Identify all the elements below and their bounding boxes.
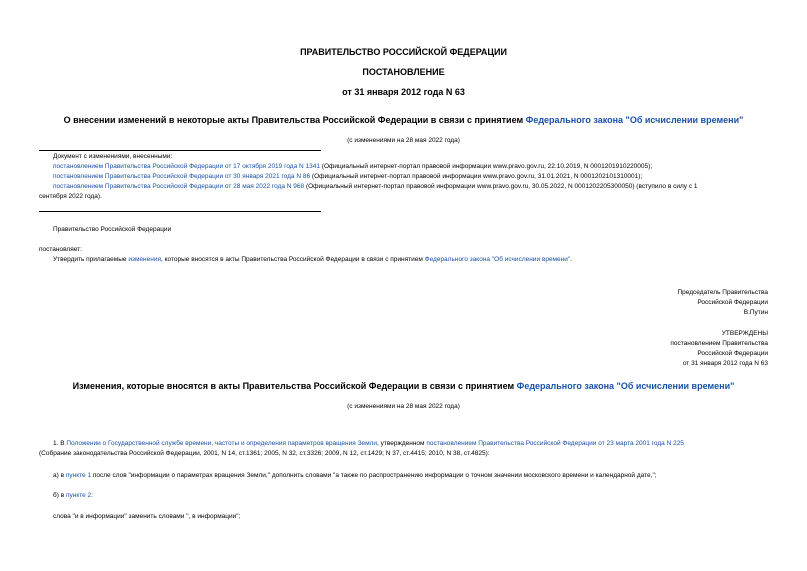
federal-law-link[interactable]: Федерального закона "Об исчислении времени": [516, 381, 735, 391]
approved-country: Российской Федерации: [697, 350, 768, 357]
approve-text: , которые вносятся в акты Правительства Российской Федерации в связи с принятием: [161, 256, 425, 263]
change-item: [53, 182, 773, 192]
subitem-b: [53, 491, 93, 501]
federal-law-link[interactable]: Федерального закона "Об исчислении времени": [525, 115, 744, 125]
change-link[interactable]: постановлением Правительства Российской Федерации от 30 января 2021 года N 86: [53, 173, 311, 180]
federal-law-link[interactable]: Федерального закона "Об исчислении времени": [424, 256, 571, 263]
change-link[interactable]: постановлением Правительства Российской Федерации от 28 мая 2022 года N 968: [53, 183, 305, 190]
resolution-link[interactable]: постановлением Правительства Российской Федерации от 23 марта 2001 года N 225: [426, 440, 684, 447]
change-item: [53, 172, 773, 182]
changes-link[interactable]: изменения: [128, 256, 161, 263]
approved-by: постановлением Правительства: [670, 340, 768, 347]
signature-title: Председатель Правительства: [677, 289, 768, 296]
approved-date: от 31 января 2012 года N 63: [682, 360, 768, 367]
changes-intro: Документ с изменениями, внесенными:: [53, 153, 173, 160]
change-link[interactable]: постановлением Правительства Российской Федерации от 17 октября 2019 года N 1341: [53, 163, 320, 170]
approved-block: [670, 329, 768, 369]
item-text: , утвержденном: [377, 440, 427, 447]
document-title-text: О внесении изменений в некоторые акты Правительства Российской Федерации в связи с принятием: [63, 115, 526, 125]
subitem-text: :: [91, 492, 93, 499]
words-replacement: слова "и в информации" заменить словами ", в информации";: [53, 513, 241, 520]
change-source: (Официальный интернет-портал правовой информации www.pravo.gov.ru, 31.01.2021, N 0001202101310001);: [310, 173, 643, 180]
item-text: 1. В: [53, 440, 67, 447]
document-title: [0, 115, 807, 125]
doc-type-heading: ПОСТАНОВЛЕНИЕ: [362, 67, 445, 77]
doc-date-number: от 31 января 2012 года N 63: [342, 87, 465, 97]
government-line: Правительство Российской Федерации: [53, 226, 172, 233]
regulation-link[interactable]: Положении о Государственной службе времени, частоты и определения параметров вращения Земли: [66, 440, 378, 447]
divider-top: [39, 150, 321, 151]
section-revision-note: (с изменениями на 28 мая 2022 года): [347, 403, 460, 410]
revision-note: (с изменениями на 28 мая 2022 года): [347, 137, 460, 144]
change-source: (Официальный интернет-портал правовой информации www.pravo.gov.ru, 30.05.2022, N 0001202205300050) (вступило в силу с 1: [304, 183, 698, 190]
signature-block: [677, 288, 768, 318]
change-item: [53, 162, 773, 172]
change-source: (Официальный интернет-портал правовой информации www.pravo.gov.ru, 22.10.2019, N 0001201910220005);: [319, 163, 653, 170]
item-1: [53, 439, 793, 449]
approve-text: Утвердить прилагаемые: [53, 256, 129, 263]
divider-bottom: [39, 211, 321, 212]
section-title-text: Изменения, которые вносятся в акты Правительства Российской Федерации в связи с принятием: [72, 381, 517, 391]
decides-line: постановляет:: [39, 246, 82, 253]
changes-block: [53, 152, 773, 192]
clause-1-link[interactable]: пункте 1: [65, 472, 92, 479]
org-heading: ПРАВИТЕЛЬСТВО РОССИЙСКОЙ ФЕДЕРАЦИИ: [300, 47, 507, 57]
subitem-text: а) в: [53, 472, 66, 479]
section-title: [0, 381, 807, 391]
signature-name: В.Путин: [743, 309, 768, 316]
item-1-continuation: (Собрание законодательства Российской Федерации, 2001, N 14, ст.1361; 2005, N 32, ст.3326; 2009, N 12, ст.1429; N 37, ст.4415; 2010, N 38, ст.4825):: [39, 450, 490, 457]
approve-text: .: [570, 256, 572, 263]
approve-paragraph: [53, 255, 793, 265]
subitem-text: после слов "информации о параметрах вращения Земли," дополнить словами "а также по распространению информации о точном значении московского времени и календарной дате,";: [91, 472, 657, 479]
subitem-text: б) в: [53, 492, 66, 499]
approved-title: УТВЕРЖДЕНЫ: [721, 330, 768, 337]
signature-country: Российской Федерации: [697, 299, 768, 306]
clause-2-link[interactable]: пункте 2: [65, 492, 92, 499]
change-item-continuation: сентября 2022 года).: [39, 193, 102, 200]
subitem-a: [53, 471, 793, 481]
